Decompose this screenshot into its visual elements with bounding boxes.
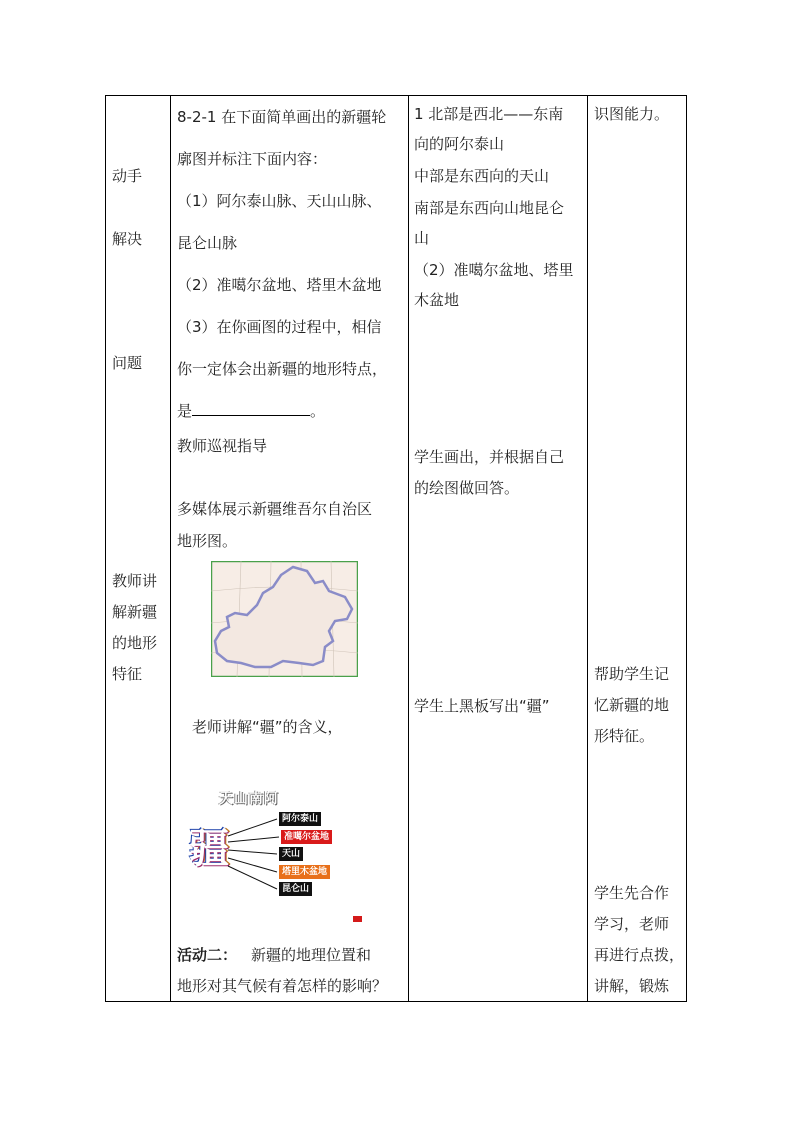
answer-text: 1 北部是西北——东南 <box>414 105 564 123</box>
task-text: 廓图并标注下面内容： <box>177 150 328 168</box>
purpose-text: 忆新疆的地 <box>594 696 670 714</box>
answer-text: 木盆地 <box>414 291 460 309</box>
stage-label: 动手 <box>112 167 143 185</box>
task-item-2: （2）准噶尔盆地、塔里木盆地 <box>177 276 382 294</box>
blank-prefix: 是 <box>177 402 193 420</box>
activity-heading <box>177 944 371 966</box>
label-tianshan: 天山 <box>279 847 303 861</box>
activity-label: 活动二： <box>177 946 238 964</box>
stage-label: 问题 <box>112 354 143 372</box>
activity-text: 地形对其气候有着怎样的影响？ <box>177 977 388 995</box>
lesson-table <box>105 95 687 1002</box>
column-divider <box>587 96 588 1001</box>
connector-lines <box>181 788 346 908</box>
task-item-3: （3）在你画图的过程中，相信 <box>177 318 382 336</box>
purpose-text: 形特征。 <box>594 727 655 745</box>
label-altai: 阿尔泰山 <box>279 812 321 826</box>
activity-text: 新疆的地理位置和 <box>251 946 372 964</box>
answer-text: （2）准噶尔盆地、塔里 <box>414 261 574 279</box>
explain-text: 老师讲解“疆”的含义， <box>192 718 343 736</box>
media-text: 地形图。 <box>177 532 238 550</box>
column-divider <box>408 96 409 1001</box>
diagram-title: 天山南阿 <box>219 791 279 807</box>
media-text: 多媒体展示新疆维吾尔自治区 <box>177 500 373 518</box>
label-junggar: 准噶尔盆地 <box>281 830 332 844</box>
purpose-text: 帮助学生记 <box>594 665 670 683</box>
jiang-character-diagram <box>181 788 346 908</box>
label-tarim: 塔里木盆地 <box>279 865 330 879</box>
xinjiang-outline-map <box>211 561 358 677</box>
jiang-char: 疆 <box>189 825 229 872</box>
column-divider <box>170 96 171 1001</box>
stage-label: 解新疆 <box>112 603 158 621</box>
stage-label: 解决 <box>112 230 143 248</box>
blank-suffix: 。 <box>310 402 326 420</box>
student-activity: 的绘图做回答。 <box>414 479 520 497</box>
purpose-text: 识图能力。 <box>594 105 670 123</box>
task-item-1: 昆仑山脉 <box>177 234 238 252</box>
purpose-text: 讲解，锻炼 <box>594 977 670 995</box>
stage-label: 特征 <box>112 665 143 683</box>
stage-label: 教师讲 <box>112 572 158 590</box>
fill-in-blank <box>177 400 325 422</box>
student-activity: 学生上黑板写出“疆” <box>414 697 550 715</box>
purpose-text: 学生先合作 <box>594 884 670 902</box>
task-text: 8-2-1 在下面简单画出的新疆轮 <box>177 108 387 126</box>
student-activity: 学生画出，并根据自己 <box>414 448 565 466</box>
answer-blank <box>192 401 310 416</box>
answer-text: 中部是东西向的天山 <box>414 167 550 185</box>
purpose-text: 再进行点拨， <box>594 946 685 964</box>
answer-text: 山 <box>414 229 430 247</box>
teacher-guide: 教师巡视指导 <box>177 437 268 455</box>
answer-text: 南部是东西向山地昆仑 <box>414 199 565 217</box>
stage-label: 的地形 <box>112 634 158 652</box>
red-marker <box>353 916 362 922</box>
task-item-1: （1）阿尔泰山脉、天山山脉、 <box>177 192 382 210</box>
label-kunlun: 昆仑山 <box>279 882 312 896</box>
answer-text: 向的阿尔泰山 <box>414 135 505 153</box>
task-item-3: 你一定体会出新疆的地形特点， <box>177 360 388 378</box>
purpose-text: 学习，老师 <box>594 915 670 933</box>
